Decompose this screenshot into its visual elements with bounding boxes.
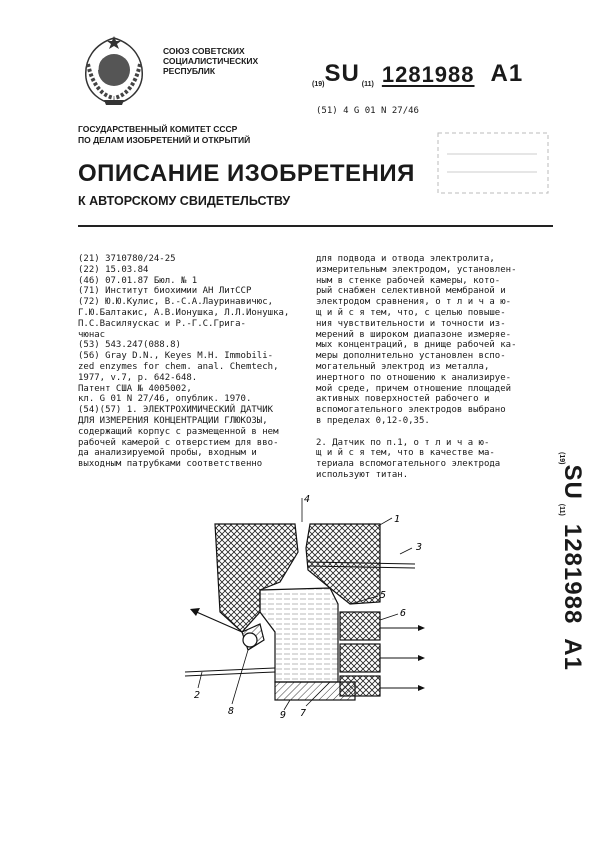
patent-number: 1281988	[381, 62, 475, 87]
right-line: могательный электрод из металла,	[316, 361, 490, 372]
label-7: 7	[300, 708, 307, 719]
label-8: 8	[228, 706, 235, 717]
left-line: П.С.Василяускас и Р.-Г.С.Грига-	[78, 318, 246, 329]
right-line: ния чувствительности и точности из-	[316, 318, 506, 329]
patent-code-line	[312, 60, 523, 88]
left-line: (53) 543.247(088.8)	[78, 340, 181, 351]
left-line: рабочей камерой с отверстием для вво-	[78, 437, 279, 448]
committee-line-1: ГОСУДАРСТВЕННЫЙ КОМИТЕТ СССР	[78, 124, 238, 134]
label-9: 9	[280, 710, 287, 721]
left-line: (72) Ю.Ю.Кулис, В.-С.А.Лауринавичюс,	[78, 297, 274, 308]
right-line: мых концентраций, в днище рабочей ка-	[316, 340, 517, 351]
right-line: вспомогательного электродов выбрано	[316, 405, 506, 416]
right-line: используют титан.	[316, 469, 409, 480]
left-line: (22) 15.03.84	[78, 264, 149, 275]
left-line: (46) 07.01.87 Бюл. № 1	[78, 275, 198, 286]
left-line: zed enzymes for chem. anal. Chemtech,	[78, 361, 279, 372]
label-3: 3	[416, 542, 423, 553]
left-line: (56) Gray D.N., Keyes M.H. Immobili-	[78, 351, 274, 362]
state-emblem	[78, 34, 150, 108]
reference-electrode	[340, 644, 380, 672]
union-name	[163, 46, 258, 76]
left-line: кл. G 01 N 27/46, опублик. 1970.	[78, 394, 252, 405]
right-line: мой среде, причем отношение площадей	[316, 383, 512, 394]
label-4: 4	[304, 494, 311, 505]
library-stamp	[437, 132, 549, 194]
committee	[78, 124, 250, 146]
measuring-electrode	[340, 612, 380, 640]
left-line: ДЛЯ ИЗМЕРЕНИЯ КОНЦЕНТРАЦИИ ГЛЮКОЗЫ,	[78, 415, 268, 426]
left-line: (54)(57) 1. ЭЛЕКТРОХИМИЧЕСКИЙ ДАТЧИК	[78, 405, 274, 416]
bibliographic-column	[78, 254, 308, 470]
kind-code: A1	[490, 60, 524, 87]
right-line: 2. Датчик по п.1, о т л и ч а ю-	[316, 437, 490, 448]
document-title: ОПИСАНИЕ ИЗОБРЕТЕНИЯ	[78, 160, 415, 187]
union-line-3: РЕСПУБЛИК	[163, 66, 216, 76]
side-country: SU	[559, 464, 586, 500]
right-line: меры дополнительно установлен вспо-	[316, 351, 506, 362]
left-line: да анализируемой пробы, входным и	[78, 448, 257, 459]
left-line: Г.Ю.Балтакис, А.В.Ионушка, Л.Л.Ионушка,	[78, 307, 290, 318]
right-line: териала вспомогательного электрода	[316, 459, 501, 470]
left-line: 1977, v.7, p. 642-648.	[78, 372, 198, 383]
left-line: (71) Институт биохимии АН ЛитССР	[78, 286, 252, 297]
ipc-classification: (51) 4 G 01 N 27/46	[316, 106, 419, 116]
left-line: (21) 3710780/24-25	[78, 254, 176, 264]
right-line: ным в стенке рабочей камеры, кото-	[316, 275, 501, 286]
label-2: 2	[194, 690, 201, 701]
side-patent-number: 1281988	[559, 523, 586, 625]
right-line: рый снабжен селективной мембраной и	[316, 286, 506, 297]
inlet-pipe-left	[185, 668, 275, 672]
country-code: SU	[324, 60, 360, 87]
right-line: для подвода и отвода электролита,	[316, 254, 495, 264]
code-19: (19)	[312, 81, 325, 88]
document-subtitle: К АВТОРСКОМУ СВИДЕТЕЛЬСТВУ	[78, 194, 291, 208]
union-line-2: СОЦИАЛИСТИЧЕСКИХ	[163, 56, 259, 66]
claims-column	[316, 254, 552, 481]
right-line: в пределах 0,12-0,35.	[316, 415, 430, 426]
right-line: электродом сравнения, о т л и ч а ю-	[316, 297, 512, 308]
right-line: инертного по отношению к анализируе-	[316, 372, 512, 383]
right-line: измерительным электродом, установлен-	[316, 264, 517, 275]
right-line: щ и й с я тем, что, с целью повыше-	[316, 307, 506, 318]
side-kind: A1	[559, 638, 586, 671]
sample-port	[243, 633, 257, 647]
label-6: 6	[400, 608, 407, 619]
side-code-19: (19)	[558, 452, 565, 465]
right-line: мерений в широком диапазоне измеряе-	[316, 329, 512, 340]
left-line: чюнас	[78, 329, 106, 340]
label-5: 5	[380, 590, 387, 601]
code-11: (11)	[361, 81, 374, 88]
side-code-11: (11)	[558, 503, 565, 516]
right-line	[316, 427, 552, 438]
label-1: 1	[394, 514, 401, 525]
committee-line-2: ПО ДЕЛАМ ИЗОБРЕТЕНИЙ И ОТКРЫТИЙ	[78, 135, 251, 145]
sensor-drawing	[180, 492, 430, 722]
right-line: активных поверхностей рабочего и	[316, 394, 490, 405]
left-line: содержащий корпус с размещенной в нем	[78, 426, 279, 437]
side-patent-label	[552, 452, 592, 682]
left-line: Патент США № 4005002,	[78, 383, 192, 394]
header-rule	[78, 225, 553, 227]
right-line: щ и й с я тем, что в качестве ма-	[316, 448, 495, 459]
auxiliary-electrode	[340, 676, 380, 696]
left-line: выходным патрубками соответственно	[78, 459, 263, 470]
union-line-1: СОЮЗ СОВЕТСКИХ	[163, 46, 245, 56]
